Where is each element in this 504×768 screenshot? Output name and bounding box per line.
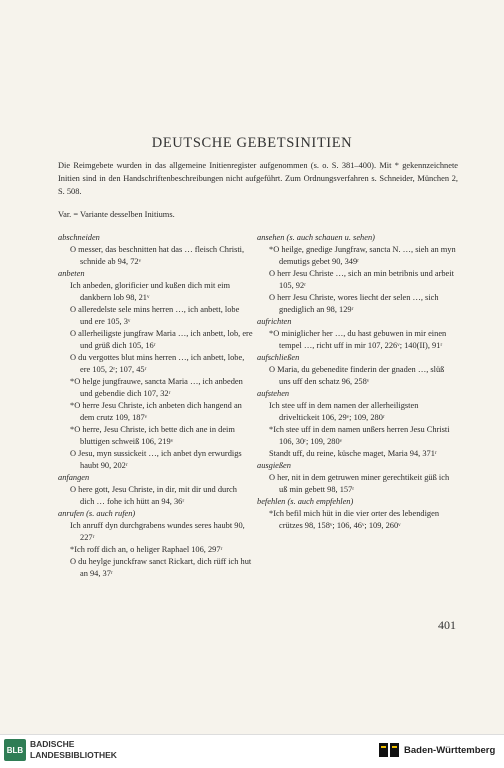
index-group xyxy=(58,508,253,580)
index-heading: befehlen (s. auch empfehlen) xyxy=(257,497,354,506)
library-name-line2: LANDESBIBLIOTHEK xyxy=(30,750,117,760)
index-entry: O herr Jesu Christe …, sich an min betribnis und arbeit 105, 92ʳ xyxy=(269,269,454,290)
index-entry: O alleredelste sele mins herren …, ich anbett, lobe und ere 105, 3ᵛ xyxy=(70,305,240,326)
index-entry: O here gott, Jesu Christe, in dir, mit dir und durch dich … fohe ich hütt an 94, 36ʳ xyxy=(70,485,237,506)
index-heading: anbeten xyxy=(58,269,85,278)
index-heading: abschneiden xyxy=(58,233,100,242)
index-entry: O messer, das beschnitten hat das … fleisch Christi, schnide ab 94, 72ᵛ xyxy=(70,245,245,266)
index-entry: *Ich befil mich hüt in die vier orter des lebendigen crützes 98, 158ᵛ; 106, 46ᵛ; 109, 260ᵛ xyxy=(269,509,440,530)
index-entry: *Ich roff dich an, o heliger Raphael 106, 297ʳ xyxy=(70,545,223,554)
index-entry: O Jesu, myn sussickeit …, ich anbet dyn erwurdigs haubt 90, 202ʳ xyxy=(70,449,242,470)
baden-wuerttemberg-label[interactable]: Baden-Württemberg xyxy=(404,745,496,756)
index-heading: ansehen (s. auch schauen u. sehen) xyxy=(257,233,375,242)
index-entry: *Ich stee uff in dem namen unßers herren Jesu Christi 106, 30ʳ; 109, 280ᵛ xyxy=(269,425,450,446)
index-entry: Ich stee uff in dem namen der allerheiligsten driveltickeit 106, 29ᵛ; 109, 280ʳ xyxy=(269,401,419,422)
index-group xyxy=(58,268,253,472)
index-entry: Standt uff, du reine, küsche maget, Maria 94, 371ʳ xyxy=(269,449,437,458)
right-column xyxy=(257,232,457,532)
index-group xyxy=(257,388,457,460)
index-entry: *O herre, Jesu Christe, ich bette dich ane in deim bluttigen schweiß 106, 219ᵛ xyxy=(70,425,235,446)
left-column xyxy=(58,232,253,580)
index-heading: ausgießen xyxy=(257,461,291,470)
variant-note: Var. = Variante desselben Initiums. xyxy=(58,210,175,219)
index-group xyxy=(257,496,457,532)
index-entry: Ich anbeden, glorificier und kußen dich mit eim dankbern lob 98, 21ᵛ xyxy=(70,281,231,302)
blb-logo-icon[interactable]: BLB xyxy=(4,739,26,761)
page-title: DEUTSCHE GEBETSINITIEN xyxy=(151,135,353,151)
blb-library-name[interactable] xyxy=(30,739,117,761)
index-heading: aufrichten xyxy=(257,317,292,326)
index-group xyxy=(257,316,457,352)
index-entry: Ich anruff dyn durchgrabens wundes seres haubt 90, 227ʳ xyxy=(70,521,245,542)
index-entry: O allerheiligste jungfraw Maria …, ich anbett, lob, ere und grüß dich 105, 16ʳ xyxy=(70,329,253,350)
index-heading: anrufen (s. auch rufen) xyxy=(58,509,136,518)
index-group xyxy=(257,232,457,316)
baden-wuerttemberg-lion-icon xyxy=(378,741,400,759)
index-entry: O du heylge junckfraw sanct Rickart, dich rüff ich hut an 94, 37ʳ xyxy=(70,557,252,578)
index-group xyxy=(58,472,253,508)
index-heading: aufstehen xyxy=(257,389,290,398)
index-entry: O herr Jesu Christe, wores liecht der selen …, sich gnediglich an 98, 129ʳ xyxy=(269,293,439,314)
library-name-line1: BADISCHE xyxy=(30,739,75,749)
index-entry: *O helge jungfrauwe, sancta Maria …, ich anbeden und gebendie dich 107, 32ʳ xyxy=(70,377,243,398)
page-number: 401 xyxy=(438,618,456,632)
index-heading: anfangen xyxy=(58,473,90,482)
index-entry: O her, nit in dem getruwen miner gerechtikeit güß ich uß min gebett 98, 157ʳ xyxy=(269,473,450,494)
index-heading: aufschließen xyxy=(257,353,300,362)
index-entry: *O heilge, gnedige Jungfraw, sancta N. …, sieh an myn demutigs gebet 90, 349ʳ xyxy=(269,245,456,266)
index-entry: *O herre Jesu Christe, ich anbeten dich hangend an dem crutz 109, 187ᵛ xyxy=(70,401,242,422)
index-entry: O du vergottes blut mins herren …, ich anbett, lobe, ere 105, 2ʳ; 107, 45ʳ xyxy=(70,353,245,374)
index-group xyxy=(257,460,457,496)
index-entry: O Maria, du gebenedite finderin der gnaden …, slüß uns uff den schatz 96, 258ᵛ xyxy=(269,365,445,386)
index-group xyxy=(58,232,253,268)
index-entry: *O miniglicher her …, du hast gebuwen in mir einen tempel …, richt uff in mir 107, 226ᵛ; 140(II), 91ʳ xyxy=(269,329,447,350)
index-group xyxy=(257,352,457,388)
intro-paragraph: Die Reimgebete wurden in das allgemeine Initienregister aufgenommen (s. o. S. 381–400). Mit * gekennzeichnete Initien sind in den Handschriftenbeschreibungen nicht aufgeführt. Zum Ordnungsverfahren s. Schneider, München 2, S. 508. xyxy=(58,161,458,197)
